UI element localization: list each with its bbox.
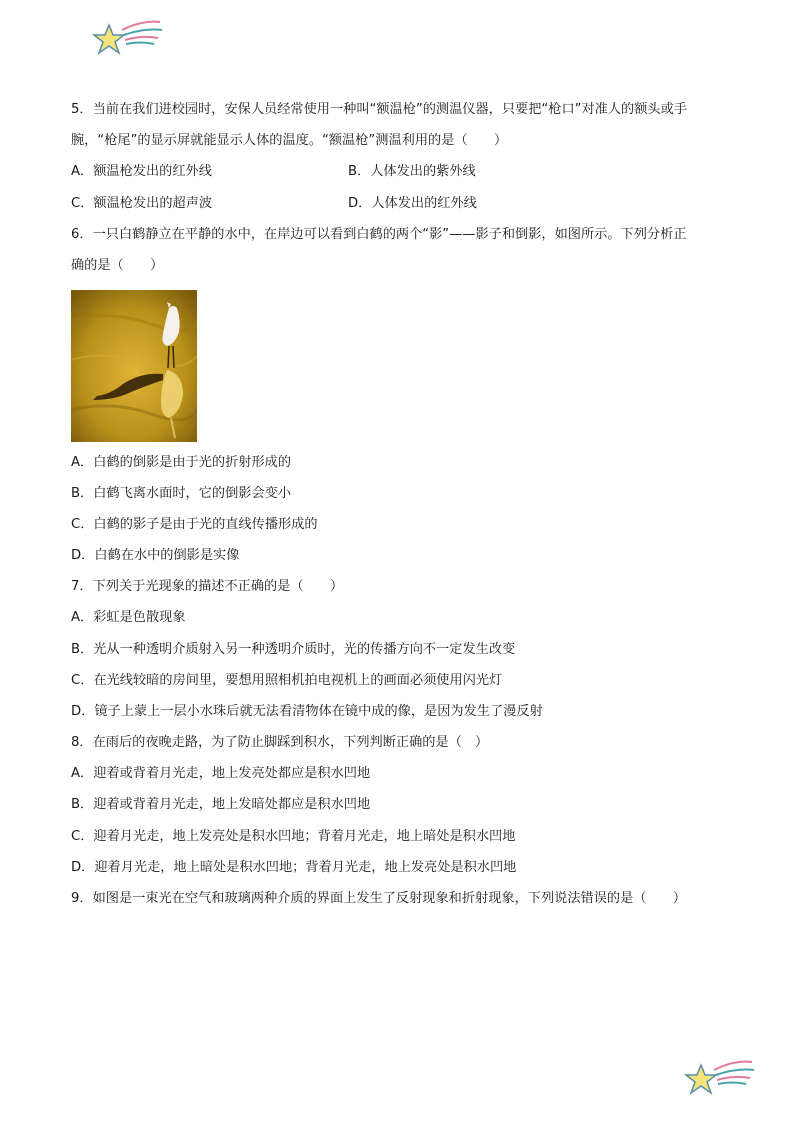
question-8-option-c: C．迎着月光走，地上发亮处是积水凹地；背着月光走，地上暗处是积水凹地 [71, 829, 516, 844]
question-5-option-b: B．人体发出的紫外线 [348, 164, 476, 179]
question-9-text-line-1: 9．如图是一束光在空气和玻璃两种介质的界面上发生了反射现象和折射现象，下列说法错误的是（ ） [71, 891, 687, 906]
question-8-text-line-1: 8．在雨后的夜晚走路，为了防止脚踩到积水，下列判断正确的是（ ） [71, 735, 489, 750]
question-6-text-line-1: 6．一只白鹤静立在平静的水中，在岸边可以看到白鹤的两个“影”——影子和倒影，如图所示。下列分析正 [71, 227, 687, 242]
question-6-option-c: C．白鹤的影子是由于光的直线传播形成的 [71, 517, 318, 532]
question-7-option-d: D．镜子上蒙上一层小水珠后就无法看清物体在镜中成的像，是因为发生了漫反射 [71, 704, 543, 719]
question-5-option-a: A．额温枪发出的红外线 [71, 164, 212, 179]
question-8-option-d: D．迎着月光走，地上暗处是积水凹地；背着月光走，地上发亮处是积水凹地 [71, 860, 517, 875]
star-decoration-top-icon [92, 16, 164, 60]
question-6-option-d: D．白鹤在水中的倒影是实像 [71, 548, 240, 563]
question-6-option-b: B．白鹤飞离水面时，它的倒影会变小 [71, 486, 292, 501]
question-5-option-d: D．人体发出的红外线 [348, 196, 477, 211]
question-5-text-line-2: 腕，“枪尾”的显示屏就能显示人体的温度。“额温枪”测温利用的是（ ） [71, 133, 508, 148]
question-6-text-line-2: 确的是（ ） [71, 258, 164, 273]
egret-photo [71, 290, 197, 442]
question-7-text-line-1: 7．下列关于光现象的描述不正确的是（ ） [71, 579, 344, 594]
question-7-option-b: B．光从一种透明介质射入另一种透明介质时，光的传播方向不一定发生改变 [71, 642, 516, 657]
question-6-option-a: A．白鹤的倒影是由于光的折射形成的 [71, 455, 292, 470]
question-5-option-c: C．额温枪发出的超声波 [71, 196, 213, 211]
star-decoration-bottom-icon [684, 1056, 756, 1100]
question-5-text-line-1: 5．当前在我们进校园时，安保人员经常使用一种叫“额温枪”的测温仪器，只要把“枪口”对准人的额头或手 [71, 102, 687, 117]
question-8-option-b: B．迎着或背着月光走，地上发暗处都应是积水凹地 [71, 797, 371, 812]
question-8-option-a: A．迎着或背着月光走，地上发亮处都应是积水凹地 [71, 766, 371, 781]
question-7-option-c: C．在光线较暗的房间里，要想用照相机拍电视机上的画面必须使用闪光灯 [71, 673, 503, 688]
question-7-option-a: A．彩虹是色散现象 [71, 610, 186, 625]
